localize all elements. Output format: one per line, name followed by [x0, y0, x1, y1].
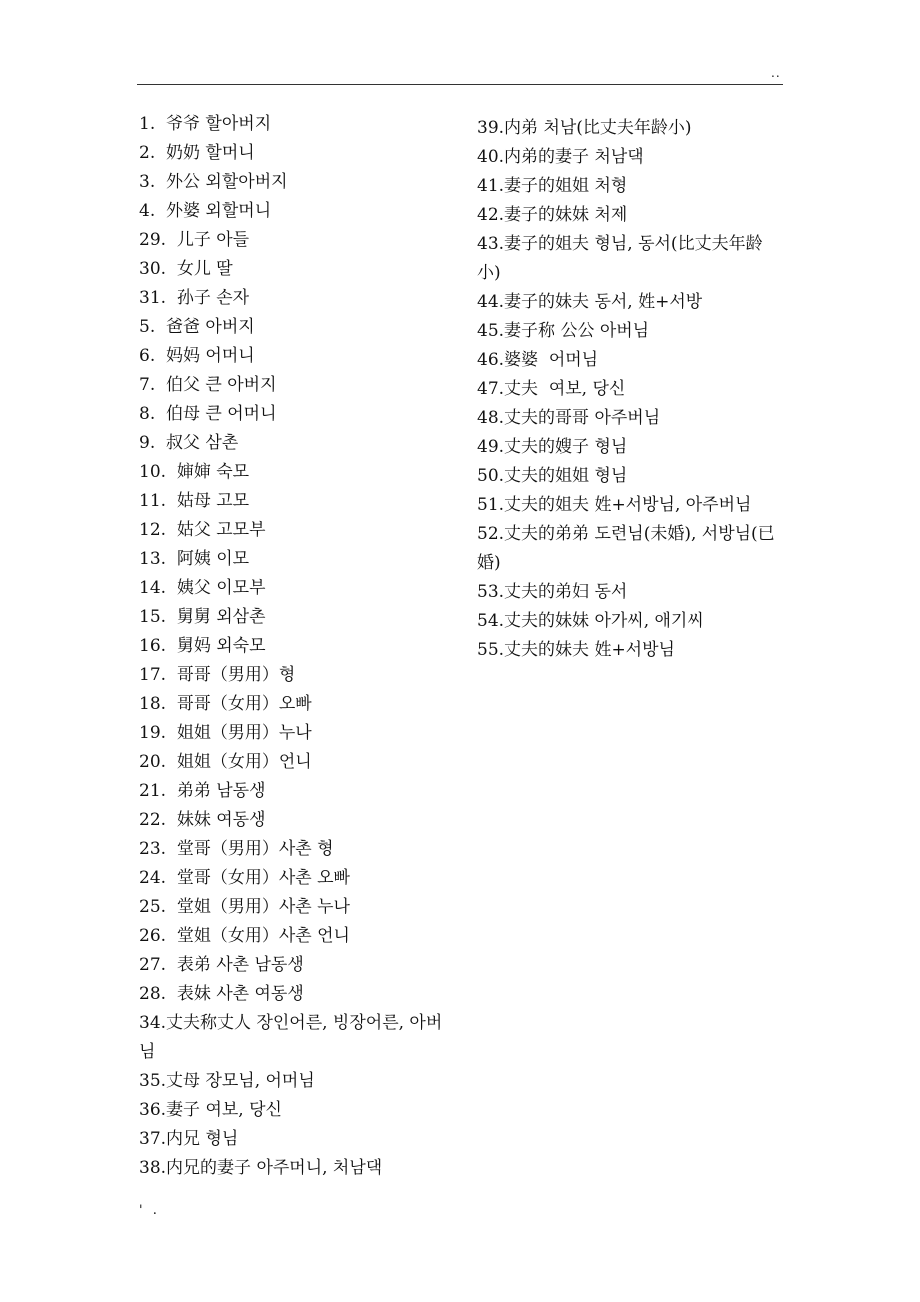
list-item: 48.丈夫的哥哥 아주버님 [477, 408, 661, 428]
list-item: 30. 女儿 딸 [139, 259, 233, 279]
list-item: 22. 妹妹 여동생 [139, 810, 266, 830]
list-item: 7. 伯父 큰 아버지 [139, 375, 277, 395]
list-item: 26. 堂姐（女用）사촌 언니 [139, 926, 350, 946]
list-item: 2. 奶奶 할머니 [139, 143, 255, 163]
list-item: 6. 妈妈 어머니 [139, 346, 255, 366]
list-item: 24. 堂哥（女用）사촌 오빠 [139, 868, 350, 888]
list-item: 9. 叔父 삼촌 [139, 433, 239, 453]
right-column-list [477, 114, 782, 665]
list-item: 21. 弟弟 남동생 [139, 781, 266, 801]
list-item: 53.丈夫的弟妇 동서 [477, 582, 628, 602]
list-item: 45.妻子称 公公 아버님 [477, 321, 650, 341]
list-item: 1. 爷爷 할아버지 [139, 114, 272, 134]
list-item: 49.丈夫的嫂子 형님 [477, 437, 628, 457]
list-item: 41.妻子的姐姐 처형 [477, 176, 628, 196]
list-item: 8. 伯母 큰 어머니 [139, 404, 277, 424]
footer-mark: ' . [139, 1203, 160, 1218]
left-column-list [139, 110, 451, 1183]
list-item: 37.内兄 형님 [139, 1129, 239, 1149]
list-item: 19. 姐姐（男用）누나 [139, 723, 312, 743]
list-item: 20. 姐姐（女用）언니 [139, 752, 312, 772]
list-item: 55.丈夫的妹夫 姓+서방님 [477, 640, 675, 660]
header-mark: .. [771, 66, 781, 80]
list-item: 31. 孙子 손자 [139, 288, 250, 308]
list-item: 11. 姑母 고모 [139, 491, 250, 511]
list-item: 34.丈夫称丈人 장인어른, 빙장어른, 아버님 [139, 1013, 443, 1062]
list-item: 52.丈夫的弟弟 도련님(未婚), 서방님(已婚) [477, 524, 775, 573]
list-item: 23. 堂哥（男用）사촌 형 [139, 839, 334, 859]
list-item: 36.妻子 여보, 당신 [139, 1100, 282, 1120]
list-item: 10. 婶婶 숙모 [139, 462, 250, 482]
list-item: 47.丈夫 여보, 당신 [477, 379, 626, 399]
list-item: 50.丈夫的姐姐 형님 [477, 466, 628, 486]
list-item: 17. 哥哥（男用）형 [139, 665, 296, 685]
list-item: 3. 外公 외할아버지 [139, 172, 288, 192]
list-item: 5. 爸爸 아버지 [139, 317, 255, 337]
list-item: 16. 舅妈 외숙모 [139, 636, 266, 656]
list-item: 44.妻子的妹夫 동서, 姓+서방 [477, 292, 703, 312]
list-item: 25. 堂姐（男用）사촌 누나 [139, 897, 350, 917]
list-item: 40.内弟的妻子 처남댁 [477, 147, 644, 167]
list-item: 29. 儿子 아들 [139, 230, 250, 250]
list-item: 28. 表妹 사촌 여동생 [139, 984, 304, 1004]
list-item: 43.妻子的姐夫 형님, 동서(比丈夫年龄小) [477, 234, 763, 283]
list-item: 4. 外婆 외할머니 [139, 201, 272, 221]
list-item: 54.丈夫的妹妹 아가씨, 애기씨 [477, 611, 704, 631]
list-item: 42.妻子的妹妹 처제 [477, 205, 628, 225]
list-item: 13. 阿姨 이모 [139, 549, 250, 569]
list-item: 27. 表弟 사촌 남동생 [139, 955, 304, 975]
list-item: 14. 姨父 이모부 [139, 578, 266, 598]
list-item: 12. 姑父 고모부 [139, 520, 266, 540]
list-item: 39.内弟 처남(比丈夫年龄小) [477, 118, 692, 138]
list-item: 35.丈母 장모님, 어머님 [139, 1071, 315, 1091]
list-item: 51.丈夫的姐夫 姓+서방님, 아주버님 [477, 495, 752, 515]
list-item: 18. 哥哥（女用）오빠 [139, 694, 312, 714]
list-item: 46.婆婆 어머님 [477, 350, 599, 370]
header-rule [137, 84, 783, 85]
list-item: 38.内兄的妻子 아주머니, 처남댁 [139, 1158, 383, 1178]
list-item: 15. 舅舅 외삼촌 [139, 607, 266, 627]
